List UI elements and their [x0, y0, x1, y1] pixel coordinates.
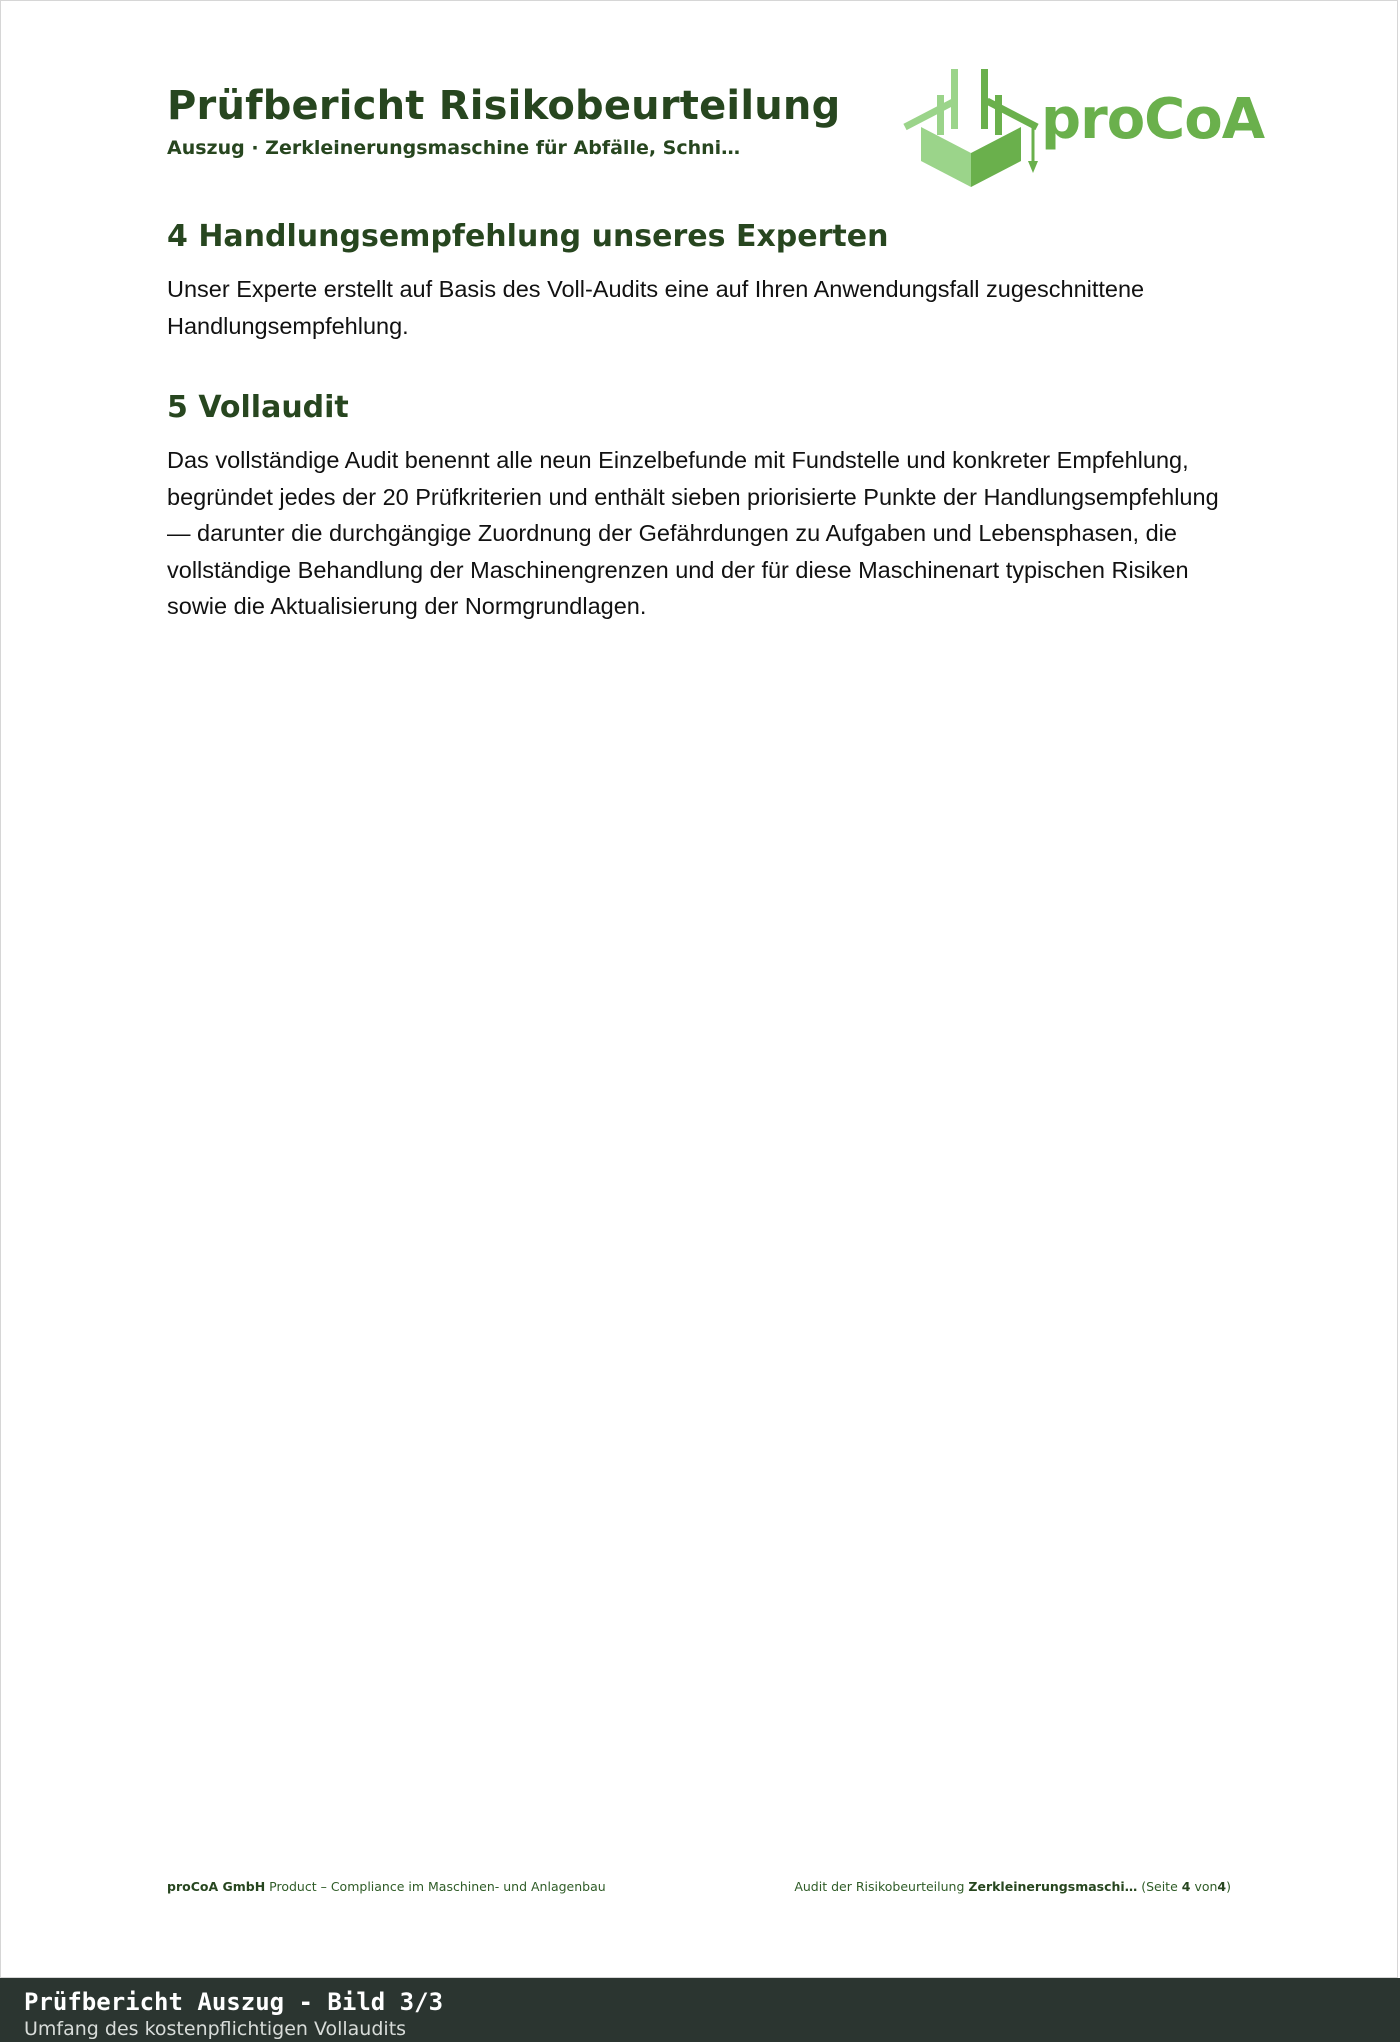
footer-company: [167, 1879, 606, 1894]
report-subtitle: Auszug · Zerkleinerungsmaschine für Abfälle, Schni…: [167, 137, 741, 159]
footer-page-info: [794, 1879, 1231, 1894]
footer-page-suffix: ): [1226, 1879, 1231, 1894]
section-text-handlungsempfehlung: Unser Experte erstellt auf Basis des Voll-Audits eine auf Ihren Anwendungsfall zugeschnittene Handlungsempfehlung.: [167, 276, 1145, 339]
caption-title: Prüfbericht Auszug - Bild 3/3: [24, 1988, 444, 2016]
caption-subtitle: Umfang des kostenpflichtigen Vollaudits: [24, 2018, 407, 2040]
footer-page-of: von: [1194, 1879, 1218, 1894]
caption-bar: [0, 1978, 1400, 2042]
footer-company-name: proCoA GmbH: [167, 1879, 266, 1894]
logo-wordmark: proCoA: [1041, 87, 1265, 152]
footer-audit-label: Audit der Risikobeurteilung: [794, 1879, 965, 1894]
graduation-cube-icon: [901, 65, 1041, 187]
footer-tagline: Product – Compliance im Maschinen- und Anlagenbau: [269, 1879, 606, 1894]
footer-page-total: 4: [1217, 1879, 1227, 1894]
footer-machine: Zerkleinerungsmaschi…: [968, 1879, 1138, 1894]
footer-page-current: 4: [1181, 1879, 1191, 1894]
section-heading-handlungsempfehlung: 4 Handlungsempfehlung unseres Experten: [167, 219, 889, 254]
section-heading-vollaudit: 5 Vollaudit: [167, 390, 349, 425]
procoa-logo: [901, 65, 1265, 187]
report-title: Prüfbericht Risikobeurteilung: [167, 83, 841, 129]
footer-page-prefix: (Seite: [1141, 1879, 1178, 1894]
section-text-vollaudit: Das vollständige Audit benennt alle neun Einzelbefunde mit Fundstelle und konkreter Empfehlung, begründet jedes der 20 Prüfkriterien und enthält sieben priorisierte Punkte der Handlungsempfehlung — darunter die durchgängige Zuordnung der Gefährdungen zu Aufgaben und Lebensphasen, die vollständige Behandlung der Maschinengrenzen und der für diese Maschinenart typischen Risiken sowie die Aktualisierung der Normgrundlagen.: [167, 447, 1219, 619]
